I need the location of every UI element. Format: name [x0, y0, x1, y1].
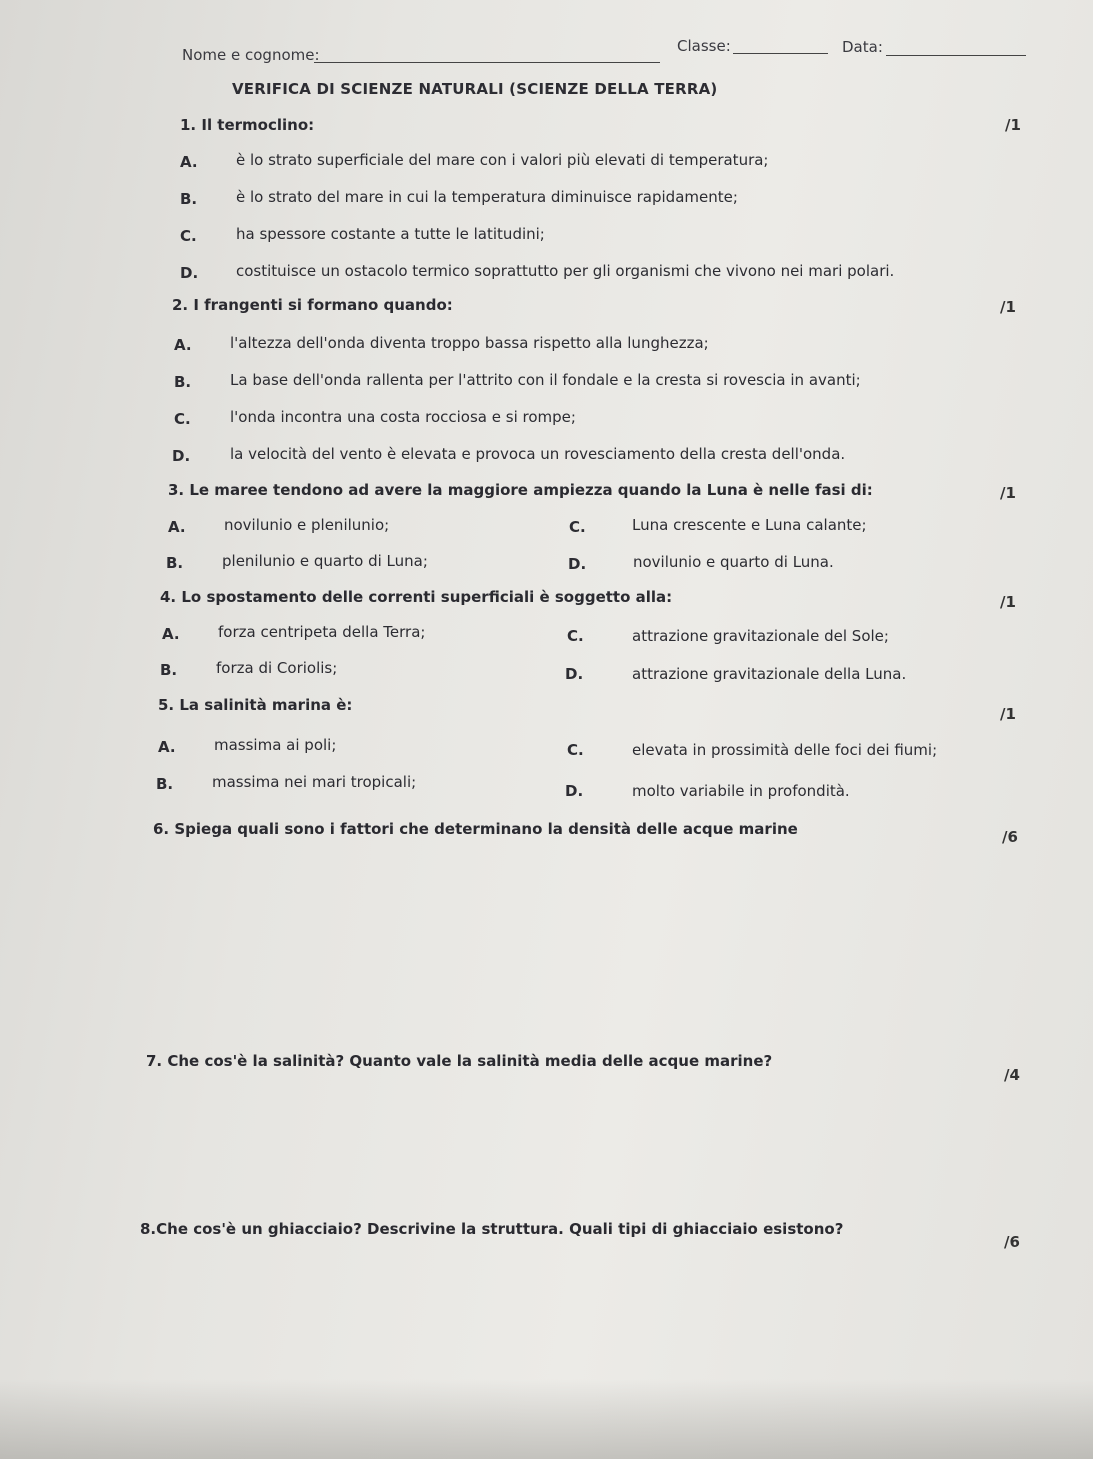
question-1: 1. Il termoclino:	[180, 116, 315, 134]
question-7-points: /4	[1004, 1066, 1020, 1084]
q5-option-a-letter: A.	[158, 738, 176, 756]
question-3-points: /1	[1000, 484, 1016, 502]
q3-option-c: Luna crescente e Luna calante;	[632, 516, 867, 534]
q1-option-a: è lo strato superficiale del mare con i valori più elevati di temperatura;	[236, 151, 769, 169]
q3-option-b-letter: B.	[166, 554, 184, 572]
date-field-line[interactable]	[886, 55, 1026, 56]
q1-option-a-letter: A.	[180, 153, 198, 171]
q5-option-b: massima nei mari tropicali;	[212, 773, 417, 791]
q2-option-d: la velocità del vento è elevata e provoca un rovesciamento della cresta dell'onda.	[230, 445, 846, 463]
q2-option-b-letter: B.	[174, 373, 192, 391]
q5-option-d: molto variabile in profondità.	[632, 782, 850, 800]
q2-option-c-letter: C.	[174, 410, 191, 428]
q1-option-c-letter: C.	[180, 227, 197, 245]
answer-area-7[interactable]	[146, 1085, 996, 1195]
q3-option-a-letter: A.	[168, 518, 186, 536]
q2-option-a-letter: A.	[174, 336, 192, 354]
question-4: 4. Lo spostamento delle correnti superficiali è soggetto alla:	[160, 588, 673, 606]
question-4-points: /1	[1000, 593, 1016, 611]
question-1-points: /1	[1005, 116, 1021, 134]
q1-option-d: costituisce un ostacolo termico soprattutto per gli organismi che vivono nei mari polari.	[236, 262, 895, 280]
q1-option-c: ha spessore costante a tutte le latitudini;	[236, 225, 545, 243]
q5-option-d-letter: D.	[565, 782, 584, 800]
q4-option-c-letter: C.	[567, 627, 584, 645]
q3-option-b: plenilunio e quarto di Luna;	[222, 552, 428, 570]
class-field-line[interactable]	[733, 53, 828, 54]
question-8-points: /6	[1004, 1233, 1020, 1251]
q4-option-b: forza di Coriolis;	[216, 659, 338, 677]
q5-option-b-letter: B.	[156, 775, 174, 793]
question-6: 6. Spiega quali sono i fattori che determinano la densità delle acque marine	[153, 820, 798, 838]
q5-option-c: elevata in prossimità delle foci dei fiumi;	[632, 741, 938, 759]
answer-area-6[interactable]	[153, 850, 993, 1030]
question-3: 3. Le maree tendono ad avere la maggiore ampiezza quando la Luna è nelle fasi di:	[168, 481, 873, 499]
q5-option-c-letter: C.	[567, 741, 584, 759]
q1-option-d-letter: D.	[180, 264, 199, 282]
q4-option-a: forza centripeta della Terra;	[218, 623, 426, 641]
q2-option-b: La base dell'onda rallenta per l'attrito con il fondale e la cresta si rovescia in avanti;	[230, 371, 861, 389]
question-5-points: /1	[1000, 705, 1016, 723]
q2-option-c: l'onda incontra una costa rocciosa e si rompe;	[230, 408, 576, 426]
question-6-points: /6	[1002, 828, 1018, 846]
class-label: Classe:	[677, 37, 731, 55]
q5-option-a: massima ai poli;	[214, 736, 337, 754]
name-label: Nome e cognome:	[182, 46, 320, 64]
question-2: 2. I frangenti si formano quando:	[172, 296, 453, 314]
question-5: 5. La salinità marina è:	[158, 696, 353, 714]
q4-option-d-letter: D.	[565, 665, 584, 683]
q1-option-b: è lo strato del mare in cui la temperatura diminuisce rapidamente;	[236, 188, 738, 206]
q2-option-a: l'altezza dell'onda diventa troppo bassa rispetto alla lunghezza;	[230, 334, 709, 352]
q3-option-d: novilunio e quarto di Luna.	[633, 553, 834, 571]
question-8: 8.Che cos'è un ghiacciaio? Descrivine la struttura. Quali tipi di ghiacciaio esistono?	[140, 1220, 844, 1238]
q4-option-b-letter: B.	[160, 661, 178, 679]
q1-option-b-letter: B.	[180, 190, 198, 208]
q4-option-c: attrazione gravitazionale del Sole;	[632, 627, 889, 645]
q2-option-d-letter: D.	[172, 447, 191, 465]
question-2-points: /1	[1000, 298, 1016, 316]
q3-option-a: novilunio e plenilunio;	[224, 516, 390, 534]
date-label: Data:	[842, 38, 883, 56]
q4-option-a-letter: A.	[162, 625, 180, 643]
q3-option-c-letter: C.	[569, 518, 586, 536]
q3-option-d-letter: D.	[568, 555, 587, 573]
page-title: VERIFICA DI SCIENZE NATURALI (SCIENZE DELLA TERRA)	[232, 80, 718, 98]
q4-option-d: attrazione gravitazionale della Luna.	[632, 665, 907, 683]
page-bottom-shadow	[0, 1379, 1093, 1459]
name-field-line[interactable]	[314, 62, 660, 63]
question-7: 7. Che cos'è la salinità? Quanto vale la salinità media delle acque marine?	[146, 1052, 773, 1070]
